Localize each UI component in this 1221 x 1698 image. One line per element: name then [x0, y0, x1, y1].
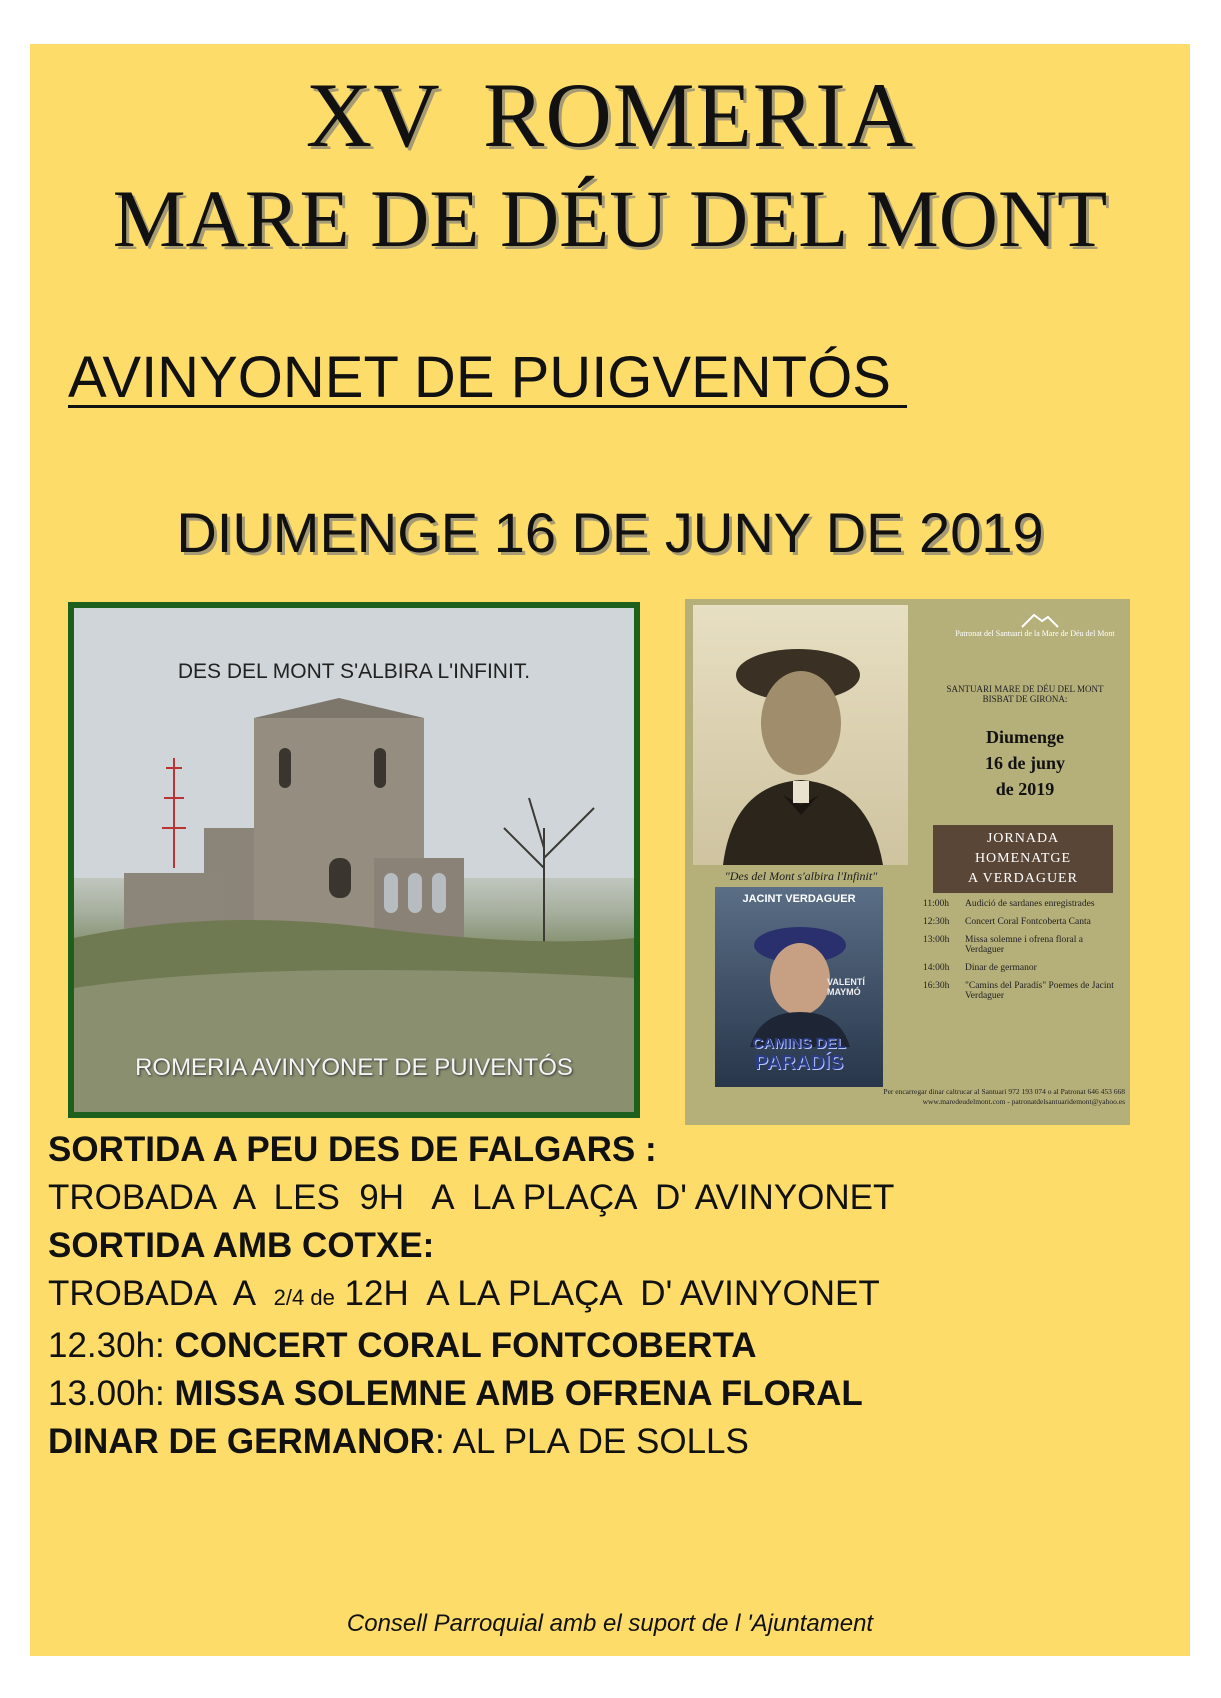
flyer-homage-box	[933, 825, 1113, 893]
lunch-label: DINAR DE GERMANOR	[48, 1422, 435, 1461]
schedule-row	[923, 935, 1123, 955]
dvd-title-line-2: PARADÍS	[754, 1052, 844, 1074]
flyer-santuari-name: SANTUARI MARE DE DÉU DEL MONT	[946, 684, 1104, 694]
schedule-row	[923, 963, 1123, 973]
schedule-text: Dinar de germanor	[965, 963, 1037, 973]
flyer-santuari	[925, 684, 1125, 704]
title-line-1: XV ROMERIA	[305, 64, 915, 166]
program-mass	[48, 1370, 1178, 1418]
program-car-meeting	[48, 1270, 1178, 1322]
flyer-italic-caption: "Des del Mont s'albira l'Infinit"	[724, 869, 878, 883]
church-photo	[68, 602, 640, 1118]
flyer-patronat: Patronat del Santuari de la Mare de Déu del Mont	[955, 629, 1115, 638]
mass-label: MISSA SOLEMNE AMB OFRENA FLORAL	[174, 1374, 863, 1413]
concert-time: 12.30h:	[48, 1326, 175, 1365]
schedule-row	[923, 899, 1123, 909]
flyer-date	[935, 724, 1115, 802]
car-meeting-prefix: TROBADA A	[48, 1274, 274, 1313]
flyer-footer	[805, 1087, 1125, 1107]
organizer-footer: Consell Parroquial amb el suport de l 'Ajuntament	[346, 1610, 874, 1637]
schedule-text: Audició de sardanes enregistrades	[965, 899, 1095, 909]
program-concert	[48, 1322, 1178, 1370]
mass-time: 13.00h:	[48, 1374, 175, 1413]
dvd-author: JACINT VERDAGUER	[742, 893, 856, 905]
schedule-row	[923, 981, 1123, 1001]
schedule-time: 12:30h	[923, 917, 950, 927]
mountain-logo-icon	[1020, 611, 1060, 629]
photo-top-caption: DES DEL MONT S'ALBIRA L'INFINIT.	[177, 660, 531, 683]
schedule-text: Concert Coral Fontcoberta Canta	[965, 917, 1091, 927]
schedule-time: 11:00h	[923, 899, 950, 909]
flyer-date-line-2: 16 de juny	[984, 753, 1065, 773]
program-car-heading: SORTIDA AMB COTXE:	[48, 1226, 435, 1265]
program-walk-heading: SORTIDA A PEU DES DE FALGARS :	[48, 1130, 657, 1169]
homage-line-1: JORNADA	[986, 831, 1060, 846]
flyer-date-line-3: de 2019	[995, 779, 1055, 799]
place-name: AVINYONET DE PUIGVENTÓS	[68, 345, 908, 410]
flyer-bisbat: BISBAT DE GIRONA:	[982, 694, 1068, 704]
program-walk-meeting: TROBADA A LES 9H A LA PLAÇA D' AVINYONET	[48, 1178, 895, 1217]
portrait-illustration	[693, 605, 908, 865]
homage-line-2: HOMENATGE	[974, 851, 1072, 866]
dvd-cover	[715, 887, 883, 1087]
photo-bottom-caption: ROMERIA AVINYONET DE PUIVENTÓS	[135, 1054, 573, 1081]
schedule-time: 16:30h	[923, 981, 950, 991]
dvd-title	[715, 1035, 883, 1075]
car-meeting-time-fraction: 2/4 de	[273, 1285, 335, 1310]
program	[48, 1126, 1178, 1466]
homage-line-3: A VERDAGUER	[968, 871, 1078, 886]
schedule-text: "Camins del Paradís" Poemes de Jacint Verdaguer	[965, 981, 1114, 1001]
schedule-text: Missa solemne i ofrena floral a Verdaguer	[965, 935, 1083, 955]
dvd-title-line-1: CAMINS DEL	[752, 1035, 846, 1052]
event-date: DIUMENGE 16 DE JUNY DE 2019	[176, 501, 1044, 564]
verdaguer-portrait	[693, 605, 908, 865]
schedule-time: 13:00h	[923, 935, 950, 945]
homage-flyer	[685, 599, 1130, 1125]
flyer-footer-contact: Per encarregar dinar caltrucar al Santuari 972 193 074 o al Patronat 646 453 668	[883, 1087, 1125, 1096]
dvd-actor: VALENTÍ MAYMÓ	[827, 977, 865, 997]
flyer-schedule	[923, 899, 1123, 1009]
flyer-footer-web: www.maredeudelmont.com - patronatdelsantuaridemont@yahoo.es	[922, 1097, 1125, 1106]
concert-label: CONCERT CORAL FONTCOBERTA	[174, 1326, 757, 1365]
poster	[30, 44, 1190, 1656]
lunch-place: : AL PLA DE SOLLS	[434, 1422, 749, 1461]
car-meeting-suffix: 12H A LA PLAÇA D' AVINYONET	[334, 1274, 880, 1313]
flyer-date-line-1: Diumenge	[986, 727, 1064, 747]
title-line-2: MARE DE DÉU DEL MONT	[112, 173, 1108, 264]
schedule-row	[923, 917, 1123, 927]
schedule-time: 14:00h	[923, 963, 950, 973]
program-lunch	[48, 1418, 1178, 1466]
flyer-homage-text	[933, 829, 1113, 889]
